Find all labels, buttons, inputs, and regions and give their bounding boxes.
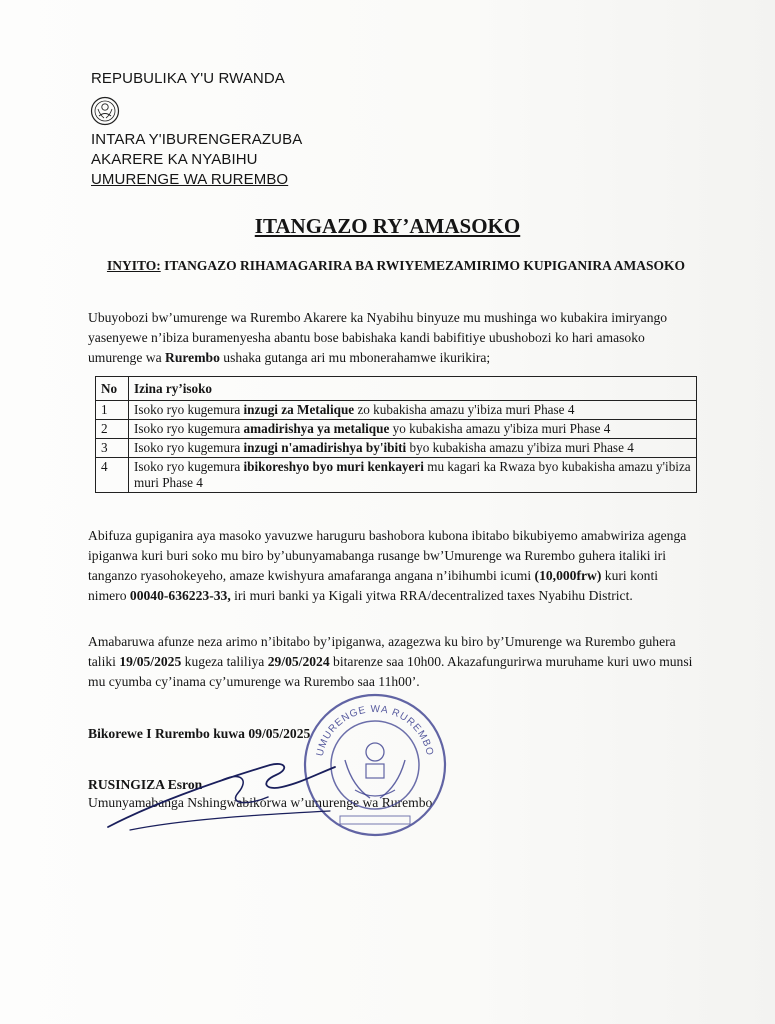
table-row bbox=[96, 458, 697, 493]
column-header-no: No bbox=[96, 377, 129, 401]
submission-paragraph bbox=[88, 632, 693, 692]
intro-bold-text: Rurembo bbox=[165, 350, 220, 365]
sector-heading: UMURENGE WA RUREMBO bbox=[91, 171, 289, 188]
lot-text: Isoko ryo kugemura bbox=[134, 459, 244, 474]
lot-text: zo kubakisha amazu y'ibiza muri Phase 4 bbox=[354, 402, 575, 417]
lot-text: mu kagari ka Rwaza byo kubakisha amazu y'ibiza muri Phase 4 bbox=[134, 459, 691, 490]
table-row bbox=[96, 401, 697, 420]
intro-text: Ubuyobozi bw’umurenge wa Rurembo Akarere ka Nyabihu binyuze mu mushinga wo kubakira imiryango yasenyewe n’ibiza buramenyesha abantu bose babishaka kandi babifitiye ubushobozi ko hari amasoko umurenge wa bbox=[88, 310, 668, 365]
table-header-row bbox=[96, 377, 697, 401]
lot-text: Isoko ryo kugemura bbox=[134, 421, 244, 436]
table-row bbox=[96, 439, 697, 458]
lot-text: Isoko ryo kugemura bbox=[134, 440, 244, 455]
intro-text-end: ushaka gutanga ari mu mbonerahamwe ikurikira; bbox=[219, 350, 491, 365]
lot-text: yo kubakisha amazu y'ibiza muri Phase 4 bbox=[389, 421, 611, 436]
column-header-name: Izina ry’isoko bbox=[129, 377, 697, 401]
table-row bbox=[96, 420, 697, 439]
lot-item: inzugi za Metalique bbox=[243, 402, 355, 417]
lot-number: 2 bbox=[96, 420, 129, 439]
account-number: 00040-636223-33, bbox=[129, 588, 231, 603]
start-date: 19/05/2025 bbox=[119, 654, 182, 669]
lot-number: 4 bbox=[96, 458, 129, 493]
subject-label: INYITO: bbox=[106, 258, 161, 273]
lot-text: Isoko ryo kugemura bbox=[134, 402, 244, 417]
lot-item: inzugi n'amadirishya by'ibiti bbox=[243, 440, 407, 455]
lot-name bbox=[129, 439, 697, 458]
republic-heading: REPUBULIKA Y'U RWANDA bbox=[91, 70, 285, 87]
stamp-text: UMURENGE WA RUREMBO bbox=[314, 703, 436, 758]
paragraph-text: kugeza taliliya bbox=[181, 654, 268, 669]
lot-name bbox=[129, 420, 697, 439]
intro-paragraph bbox=[88, 308, 693, 368]
lot-name bbox=[129, 401, 697, 420]
lot-item: amadirishya ya metalique bbox=[243, 421, 390, 436]
document-title: ITANGAZO RY’AMASOKO bbox=[254, 214, 521, 238]
lot-item: ibikoreshyo byo muri kenkayeri bbox=[243, 459, 424, 474]
signer-name: RUSINGIZA Esron bbox=[88, 777, 203, 792]
district-heading: AKARERE KA NYABIHU bbox=[91, 151, 258, 168]
lot-text: byo kubakisha amazu y'ibiza muri Phase 4 bbox=[406, 440, 634, 455]
lots-table bbox=[95, 376, 697, 493]
paragraph-text: Abifuza gupiganira aya masoko yavuzwe haruguru bashobora kubona ibitabo bikubiyemo amabwiriza agenga ipiganwa kuri buri soko mu biro by’ubunyamabanga rusange bw’Umurenge wa Rurembo guhera italiki iri tanganzo ryasohokeyeho, amaze kwishyura amafaranga angana n’ibihumbi icumi bbox=[88, 528, 687, 583]
subject-line bbox=[96, 257, 696, 274]
bid-documents-paragraph bbox=[88, 526, 693, 606]
deadline-date: 29/05/2024 bbox=[267, 654, 330, 669]
paragraph-text: Amabaruwa afunze neza arimo n’ibitabo by’ipiganwa, azagezwa ku biro by’Umurenge wa Rurembo guhera taliki bbox=[88, 634, 676, 669]
paragraph-text: bitarenze saa 10h00. Akazafungurirwa muruhame kuri uwo munsi mu cyumba cy’inama cy’umurenge wa Rurembo saa 11h00’. bbox=[88, 654, 693, 689]
rwanda-emblem-icon bbox=[90, 96, 120, 126]
province-heading: INTARA Y'IBURENGERAZUBA bbox=[91, 131, 303, 148]
signed-place-date: Bikorewe I Rurembo kuwa 09/05/2025 bbox=[88, 726, 311, 741]
paragraph-text: kuri konti nimero bbox=[88, 568, 659, 603]
handwritten-signature bbox=[100, 735, 370, 845]
signer-title: Umunyamabanga Nshingwabikorwa w’umurenge wa Rurembo bbox=[88, 795, 433, 810]
lot-number: 3 bbox=[96, 439, 129, 458]
lot-number: 1 bbox=[96, 401, 129, 420]
lot-name bbox=[129, 458, 697, 493]
fee-amount: (10,000frw) bbox=[534, 568, 602, 583]
subject-text: ITANGAZO RIHAMAGARIRA BA RWIYEMEZAMIRIMO KUPIGANIRA AMASOKO bbox=[164, 258, 686, 273]
paragraph-text: iri muri banki ya Kigali yitwa RRA/decentralized taxes Nyabihu District. bbox=[230, 588, 633, 603]
